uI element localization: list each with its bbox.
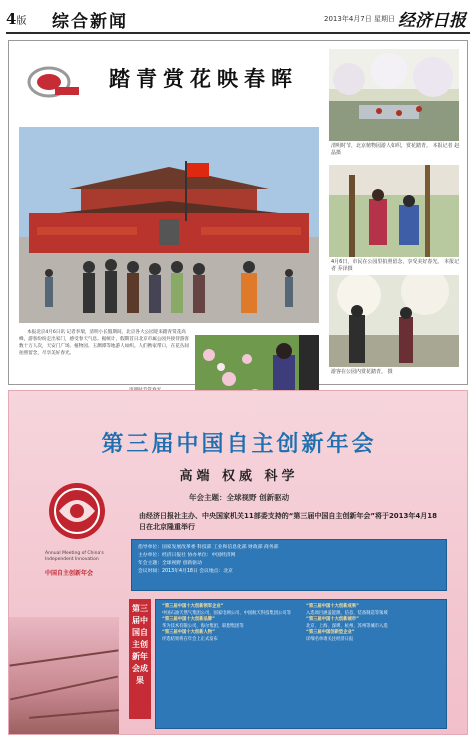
conference-emblem-icon: [47, 481, 107, 541]
organizer-line: 指导单位：国家发展改革委 科技部 工业和信息化部 财政部 商务部: [138, 545, 279, 550]
park-photo: [329, 165, 459, 257]
achievements-vertical-label: 第三届中国自主创新年会成果: [129, 599, 151, 719]
ad-theme: 年会主题：全球视野 创新驱动: [189, 493, 290, 502]
caption-bottom-right: 游客在公园内赏花踏青。 摄: [331, 369, 393, 375]
ad-title: 第三届中国自主创新年会: [101, 431, 377, 457]
feature-title: 踏青赏花映春晖: [109, 66, 298, 91]
masthead: [6, 4, 470, 34]
list-item: “第三届中国十大创新成果”: [306, 604, 359, 609]
achievements-list-box: [155, 599, 447, 729]
caption-top-right: 清明时节，北京植物园游人如织，赏花踏青。 本报记者 赵 晶摄: [331, 143, 460, 156]
achievements-right-column: [306, 604, 442, 644]
great-wall-image: [9, 617, 119, 735]
newspaper-logo: 经济日报: [398, 11, 466, 31]
organizer-info-box: [131, 539, 447, 591]
main-photo: [19, 127, 319, 323]
list-item: 北京、上海、深圳、杭州、苏州等城市入选: [306, 623, 388, 629]
issue-date: 2013年4月7日 星期日: [324, 15, 395, 23]
organizer-line: 年会主题：全球视野 创新驱动: [138, 561, 202, 566]
caption-middle-right: 4月6日，市民在公园里拍照留念，享受美好春光。 本报记者 乔泽摄: [331, 259, 459, 272]
ad-slogan: 高端 权威 科学: [179, 469, 299, 484]
list-item: “第三届中国十大创新人物”: [162, 630, 215, 636]
ad-intro: 由经济日报社主办、中央国家机关11部委支持的“第三届中国自主创新年会”将于2013年4月18日在北京隆重举行: [139, 512, 438, 531]
list-item: 中国石油天然气集团公司、国家电网公司、中国航天科技集团公司等: [162, 610, 291, 616]
feature-logo-icon: [25, 63, 81, 101]
blossom-photo: [329, 275, 459, 367]
feature-story: 本报北京4月6日讯 记者李瑞，清明小长假期间，北京各大公园迎来踏青赏花高峰，游客纷纷走出家门，感受春天气息。据统计，假期首日北京市属公园共接待游客数十万人次，天安门广场、植物园、玉渊潭等地游人如织。人们携家带口，在花丛间拍照留念，尽享美好春光。: [19, 330, 189, 356]
organizer-line: 会议时间：2013年4月18日 会议地点：北京: [138, 569, 233, 574]
list-item: 详细名单请关注经济日报: [306, 636, 354, 642]
organizer-line: 主办单位：经济日报社 协办单位：中国经济网: [138, 553, 236, 558]
list-item: “第三届中国创新型企业”: [306, 630, 355, 636]
achievements-left-column: [162, 604, 298, 644]
page-number: 4版: [6, 10, 27, 28]
tiananmen-photo: [19, 127, 319, 323]
section-title: 综合新闻: [52, 12, 128, 32]
list-item: 入选项目涵盖能源、信息、装备制造等领域: [306, 610, 388, 616]
list-item: “第三届中国十大创新城市”: [306, 617, 359, 623]
innovation-conference-ad: [8, 390, 468, 735]
list-item: “第三届中国十大创新品牌”: [162, 617, 215, 623]
garden-photo: [329, 49, 459, 141]
list-item: 华为技术有限公司、海尔集团、联想集团等: [162, 623, 244, 629]
photo-feature: [8, 40, 468, 385]
list-item: 评选结果将在年会上正式发布: [162, 636, 218, 642]
emblem-chinese-name: 中国自主创新年会: [45, 570, 94, 577]
emblem-english-name: Annual Meeting of China's Independent Innovation: [45, 551, 104, 562]
list-item: “第三届中国十大创新领军企业”: [162, 604, 224, 609]
